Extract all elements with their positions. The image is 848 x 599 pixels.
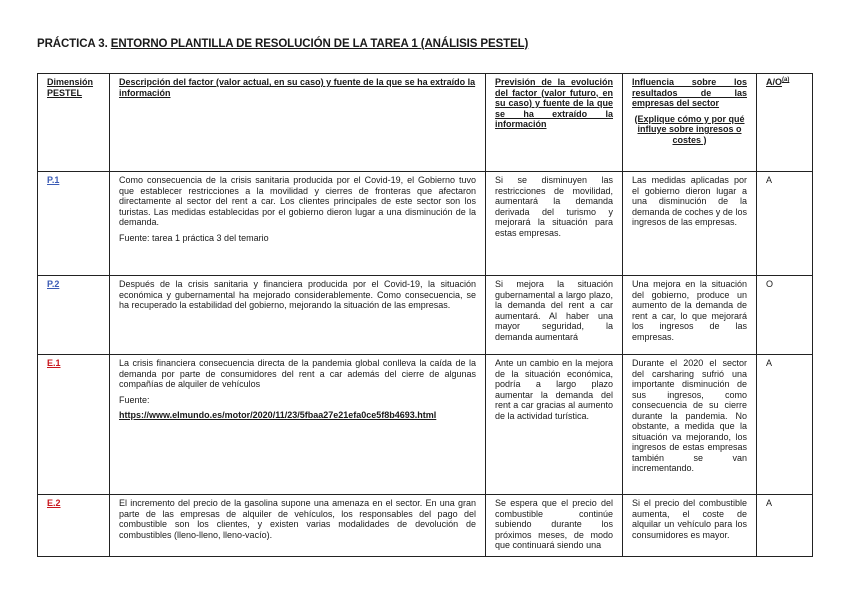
description-cell (110, 355, 486, 495)
forecast-cell (486, 172, 623, 276)
ao-cell (757, 276, 813, 355)
forecast-text: Si se disminuyen las restricciones de movilidad, aumentará la demanda derivada del turismo y mejorará la situación para estas empresas. (495, 175, 613, 238)
header-description: Descripción del factor (valor actual, en su caso) y fuente de la que se ha extraído la información (119, 77, 476, 98)
description-text: Como consecuencia de la crisis sanitaria producida por el Covid-19, el Gobierno tuvo que establecer restricciones a la movilidad y cierres de fronteras que afectaron directamente al sector del rent a car. Los clientes principales de este sector son los turistas. Las medidas establecidas por el gobierno dieron lugar a una disminución de la demanda. (119, 175, 476, 227)
header-influence-note: (Explique cómo y por qué influye sobre ingresos o costes ) (634, 113, 745, 145)
header-influence: Influencia sobre los resultados de las empresas del sector (632, 77, 747, 108)
forecast-text: Ante un cambio en la mejora de la situación económica, podría a largo plazo aumentar la demanda del rent a car gracias al aumento de la actividad turística. (495, 358, 613, 421)
ao-value: A (766, 358, 773, 368)
header-ao-sup: (a) (782, 77, 790, 83)
source-label: Fuente: (119, 394, 150, 405)
header-ao-cell (757, 74, 813, 172)
title-underlined: ENTORNO PLANTILLA DE RESOLUCIÓN DE LA TAREA 1 (ANÁLISIS PESTEL) (110, 38, 529, 50)
ao-cell (757, 495, 813, 557)
header-dimension: Dimensión PESTEL (47, 77, 94, 98)
influence-text: Si el precio del combustible aumenta, el coste de alquilar un vehículo para los consumidores es mayor. (632, 498, 747, 540)
table-row (38, 495, 813, 557)
header-ao: A/O (766, 77, 783, 87)
description-cell (110, 495, 486, 557)
dimension-link-p1[interactable]: P.1 (47, 175, 60, 185)
description-cell (110, 172, 486, 276)
title-prefix: PRÁCTICA 3. (37, 38, 111, 50)
table-row (38, 276, 813, 355)
source-text: Fuente: tarea 1 práctica 3 del temario (119, 232, 269, 243)
influence-cell (623, 276, 757, 355)
influence-cell (623, 495, 757, 557)
header-forecast-cell (486, 74, 623, 172)
influence-cell (623, 355, 757, 495)
forecast-cell (486, 495, 623, 557)
ao-cell (757, 172, 813, 276)
influence-text: Durante el 2020 el sector del carsharing sufrió una importante disminución de sus ingresos, como consecuencia de su cierre durante la pandemia. No obstante, a medida que la situación va mejorando, los ingresos de estas empresas también se van incrementando. (632, 358, 747, 473)
table-row (38, 355, 813, 495)
page-title (37, 38, 528, 50)
source-url-link[interactable]: https://www.elmundo.es/motor/2020/11/23/5fbaa27e21efa0ce5f8b4693.html (119, 410, 437, 420)
header-description-cell (110, 74, 486, 172)
dimension-link-e1[interactable]: E.1 (47, 358, 61, 368)
ao-cell (757, 355, 813, 495)
ao-value: O (766, 279, 774, 289)
dimension-cell (38, 355, 110, 495)
influence-text: Una mejora en la situación del gobierno, produce un aumento de la demanda de rent a car, lo que mejorará los ingresos de las empresas. (632, 279, 747, 342)
table-header-row (38, 74, 813, 172)
description-text: El incremento del precio de la gasolina supone una amenaza en el sector. En una gran parte de las empresas de alquiler de vehículos, los responsables del pago del combustible son los clientes, y existen varias modalidades de devolución de combustibles (lleno-lleno, lleno-vacío). (119, 498, 476, 540)
pestel-table (37, 73, 813, 557)
header-forecast: Previsión de la evolución del factor (valor futuro, en su caso) y fuente de la que se ha extraído la información (495, 77, 613, 129)
ao-value: A (766, 175, 773, 185)
header-influence-cell (623, 74, 757, 172)
dimension-link-p2[interactable]: P.2 (47, 279, 60, 289)
forecast-text: Se espera que el precio del combustible continúe subiendo durante los próximos meses, de modo que continuará siendo una (495, 498, 613, 550)
header-dimension-cell (38, 74, 110, 172)
influence-cell (623, 172, 757, 276)
dimension-cell (38, 495, 110, 557)
dimension-cell (38, 172, 110, 276)
description-text: La crisis financiera consecuencia directa de la pandemia global conlleva la caída de la demanda por parte de consumidores del rent a car además del cierre de algunas compañías de alquiler de vehículos (119, 358, 476, 389)
description-cell (110, 276, 486, 355)
influence-text: Las medidas aplicadas por el gobierno dieron lugar a una disminución de la demanda de coches y de los ingresos de las empresas. (632, 175, 747, 227)
forecast-cell (486, 355, 623, 495)
dimension-link-e2[interactable]: E.2 (47, 498, 61, 508)
description-text: Después de la crisis sanitaria y financiera producida por el Covid-19, la situación económica y gubernamental ha mejorado considerablemente. Como consecuencia, se ha recuperado la estabilidad del gobierno, mejorando la situación de las empresas. (119, 279, 476, 310)
forecast-cell (486, 276, 623, 355)
forecast-text: Si mejora la situación gubernamental a largo plazo, la demanda del rent a car aumentará. Al haber una mayor seguridad, la demanda aumentará (495, 279, 613, 342)
ao-value: A (766, 498, 773, 508)
table-row (38, 172, 813, 276)
dimension-cell (38, 276, 110, 355)
